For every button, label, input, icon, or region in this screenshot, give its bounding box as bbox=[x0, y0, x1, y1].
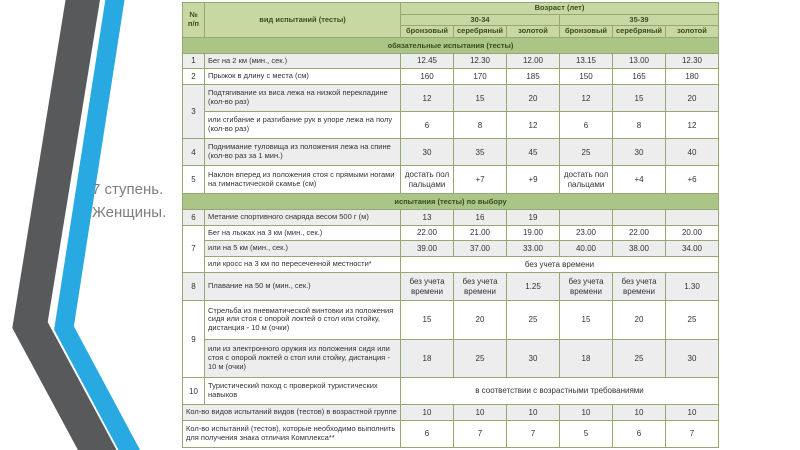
medal-header-gold: золотой bbox=[666, 26, 719, 38]
value-cell: в соответствии с возрастными требованиями bbox=[401, 378, 719, 405]
age-group-35-39: 35-39 bbox=[560, 14, 719, 26]
value-cell: 15 bbox=[613, 85, 666, 112]
value-cell: 18 bbox=[401, 339, 454, 378]
value-cell: 170 bbox=[454, 69, 507, 85]
slide-title-line1: 7 ступень. bbox=[92, 181, 164, 198]
value-cell: 15 bbox=[560, 301, 613, 340]
test-name-cell: Прыжок в длину с места (см) bbox=[205, 69, 401, 85]
medal-header-bronze: бронзовый bbox=[560, 26, 613, 38]
value-cell: 15 bbox=[401, 301, 454, 340]
test-name-cell: Бег на лыжах на 3 км (мин., сек.) bbox=[205, 225, 401, 241]
value-cell: 19.00 bbox=[507, 225, 560, 241]
value-cell: 40.00 bbox=[560, 241, 613, 257]
age-group-30-34: 30-34 bbox=[401, 14, 560, 26]
value-cell: 15 bbox=[454, 85, 507, 112]
value-cell: 8 bbox=[454, 112, 507, 139]
row-number-cell: 10 bbox=[183, 378, 205, 405]
value-cell: 25 bbox=[454, 339, 507, 378]
row-number-cell: 1 bbox=[183, 53, 205, 69]
value-cell: без учета времени bbox=[560, 273, 613, 301]
medal-header-bronze: бронзовый bbox=[401, 26, 454, 38]
value-cell: 8 bbox=[613, 112, 666, 139]
value-cell: 10 bbox=[613, 405, 666, 421]
value-cell: 19 bbox=[507, 209, 560, 225]
test-name-cell: или на 5 км (мин., сек.) bbox=[205, 241, 401, 257]
value-cell: 39.00 bbox=[401, 241, 454, 257]
value-cell bbox=[666, 209, 719, 225]
results-table bbox=[182, 2, 719, 448]
value-cell: 13.00 bbox=[613, 53, 666, 69]
section-row bbox=[183, 194, 719, 210]
value-cell: 12 bbox=[560, 85, 613, 112]
value-cell: 12.30 bbox=[666, 53, 719, 69]
value-cell: +9 bbox=[507, 166, 560, 194]
decorative-stripes bbox=[0, 0, 180, 450]
section-header-cell: испытания (тесты) по выбору bbox=[183, 194, 719, 210]
test-name-cell: Метание спортивного снаряда весом 500 г (м) bbox=[205, 209, 401, 225]
value-cell: 12.00 bbox=[507, 53, 560, 69]
value-cell: 12.30 bbox=[454, 53, 507, 69]
value-cell: 12 bbox=[401, 85, 454, 112]
value-cell: +7 bbox=[454, 166, 507, 194]
value-cell: 33.00 bbox=[507, 241, 560, 257]
value-cell: 30 bbox=[507, 339, 560, 378]
value-cell: 1.25 bbox=[507, 273, 560, 301]
value-cell: 1.30 bbox=[666, 273, 719, 301]
table-row bbox=[183, 53, 719, 69]
value-cell: 30 bbox=[401, 139, 454, 166]
test-name-cell: Наклон вперед из положения стоя с прямыми ногами на гимнастической скамье (см) bbox=[205, 166, 401, 194]
value-cell: 7 bbox=[454, 420, 507, 447]
value-cell: 10 bbox=[401, 405, 454, 421]
table-row bbox=[183, 166, 719, 194]
table-head bbox=[183, 3, 719, 38]
test-name-cell: Поднимание туловища из положения лежа на спине (кол-во раз за 1 мин.) bbox=[205, 139, 401, 166]
value-cell: 23.00 bbox=[560, 225, 613, 241]
medal-header-silver: серебряный bbox=[454, 26, 507, 38]
value-cell: 38.00 bbox=[613, 241, 666, 257]
slide-title bbox=[92, 179, 166, 224]
value-cell: 22.00 bbox=[613, 225, 666, 241]
table-row bbox=[183, 69, 719, 85]
value-cell: 30 bbox=[666, 339, 719, 378]
value-cell: 25 bbox=[507, 301, 560, 340]
value-cell: 25 bbox=[560, 139, 613, 166]
value-cell: достать пол пальцами bbox=[560, 166, 613, 194]
table-header-row bbox=[183, 3, 719, 15]
value-cell: 21.00 bbox=[454, 225, 507, 241]
medal-header-gold: золотой bbox=[507, 26, 560, 38]
test-name-cell: Кол-во испытаний (тестов), которые необходимо выполнить для получения знака отличия Комплекса** bbox=[183, 420, 401, 447]
table-row bbox=[183, 405, 719, 421]
value-cell: +6 bbox=[666, 166, 719, 194]
value-cell: 35 bbox=[454, 139, 507, 166]
value-cell: 10 bbox=[454, 405, 507, 421]
col-header-test: вид испытаний (тесты) bbox=[205, 3, 401, 38]
table-row bbox=[183, 273, 719, 301]
value-cell: без учета времени bbox=[401, 273, 454, 301]
value-cell: 160 bbox=[401, 69, 454, 85]
value-cell: 10 bbox=[666, 405, 719, 421]
value-cell: 6 bbox=[401, 112, 454, 139]
table-row bbox=[183, 225, 719, 241]
row-number-cell: 2 bbox=[183, 69, 205, 85]
value-cell: 25 bbox=[613, 339, 666, 378]
value-cell: 165 bbox=[613, 69, 666, 85]
value-cell: 13 bbox=[401, 209, 454, 225]
value-cell: 6 bbox=[613, 420, 666, 447]
value-cell: 12.45 bbox=[401, 53, 454, 69]
value-cell: достать пол пальцами bbox=[401, 166, 454, 194]
slide-title-line2: Женщины. bbox=[92, 203, 167, 221]
section-row bbox=[183, 37, 719, 53]
row-number-cell: 8 bbox=[183, 273, 205, 301]
value-cell: без учета времени bbox=[613, 273, 666, 301]
test-name-cell: Туристический поход с проверкой туристических навыков bbox=[205, 378, 401, 405]
table-row bbox=[183, 257, 719, 273]
row-number-cell: 7 bbox=[183, 225, 205, 273]
value-cell: 18 bbox=[560, 339, 613, 378]
medal-header-silver: серебряный bbox=[613, 26, 666, 38]
col-header-num: № п/п bbox=[183, 3, 205, 38]
value-cell: 185 bbox=[507, 69, 560, 85]
value-cell: 7 bbox=[507, 420, 560, 447]
col-header-age: Возраст (лет) bbox=[401, 3, 719, 15]
test-name-cell: Кол-во видов испытаний видов (тестов) в возрастной группе bbox=[183, 405, 401, 421]
value-cell bbox=[560, 209, 613, 225]
value-cell: 12 bbox=[507, 112, 560, 139]
value-cell: 40 bbox=[666, 139, 719, 166]
value-cell: 7 bbox=[666, 420, 719, 447]
table-row bbox=[183, 420, 719, 447]
value-cell: 6 bbox=[401, 420, 454, 447]
test-name-cell: или кросс на 3 км по пересеченной местности* bbox=[205, 257, 401, 273]
value-cell bbox=[613, 209, 666, 225]
value-cell: 13.15 bbox=[560, 53, 613, 69]
table-row bbox=[183, 301, 719, 340]
value-cell: без учета времени bbox=[401, 257, 719, 273]
value-cell: 16 bbox=[454, 209, 507, 225]
row-number-cell: 5 bbox=[183, 166, 205, 194]
value-cell: +4 bbox=[613, 166, 666, 194]
section-header-cell: обязательные испытания (тесты) bbox=[183, 37, 719, 53]
value-cell: 20 bbox=[613, 301, 666, 340]
test-name-cell: Плавание на 50 м (мин., сек.) bbox=[205, 273, 401, 301]
test-name-cell: Бег на 2 км (мин., сек.) bbox=[205, 53, 401, 69]
value-cell: 37.00 bbox=[454, 241, 507, 257]
table-row bbox=[183, 241, 719, 257]
value-cell: 45 bbox=[507, 139, 560, 166]
value-cell: 6 bbox=[560, 112, 613, 139]
table-row bbox=[183, 85, 719, 112]
value-cell: 12 bbox=[666, 112, 719, 139]
row-number-cell: 3 bbox=[183, 85, 205, 139]
value-cell: 25 bbox=[666, 301, 719, 340]
value-cell: 10 bbox=[560, 405, 613, 421]
value-cell: 22.00 bbox=[401, 225, 454, 241]
value-cell: 5 bbox=[560, 420, 613, 447]
test-name-cell: Стрельба из пневматической винтовки из положения сидя или стоя с опорой локтей о стол или стойку, дистанция - 10 м (очки) bbox=[205, 301, 401, 340]
table-body bbox=[183, 37, 719, 447]
value-cell: 20 bbox=[454, 301, 507, 340]
test-name-cell: или из электронного оружия из положения сидя или стоя с опорой локтей о стол или стойку, дистанция - 10 м (очки) bbox=[205, 339, 401, 378]
test-name-cell: Подтягивание из виса лежа на низкой перекладине (кол-во раз) bbox=[205, 85, 401, 112]
value-cell: 34.00 bbox=[666, 241, 719, 257]
value-cell: 150 bbox=[560, 69, 613, 85]
row-number-cell: 4 bbox=[183, 139, 205, 166]
value-cell: 10 bbox=[507, 405, 560, 421]
value-cell: 20 bbox=[507, 85, 560, 112]
table-row bbox=[183, 112, 719, 139]
value-cell: без учета времени bbox=[454, 273, 507, 301]
row-number-cell: 6 bbox=[183, 209, 205, 225]
table-row bbox=[183, 139, 719, 166]
table-row bbox=[183, 339, 719, 378]
value-cell: 20 bbox=[666, 85, 719, 112]
value-cell: 30 bbox=[613, 139, 666, 166]
test-name-cell: или сгибание и разгибание рук в упоре лежа на полу (кол-во раз) bbox=[205, 112, 401, 139]
table-row bbox=[183, 209, 719, 225]
value-cell: 180 bbox=[666, 69, 719, 85]
row-number-cell: 9 bbox=[183, 301, 205, 378]
table-row bbox=[183, 378, 719, 405]
value-cell: 20.00 bbox=[666, 225, 719, 241]
